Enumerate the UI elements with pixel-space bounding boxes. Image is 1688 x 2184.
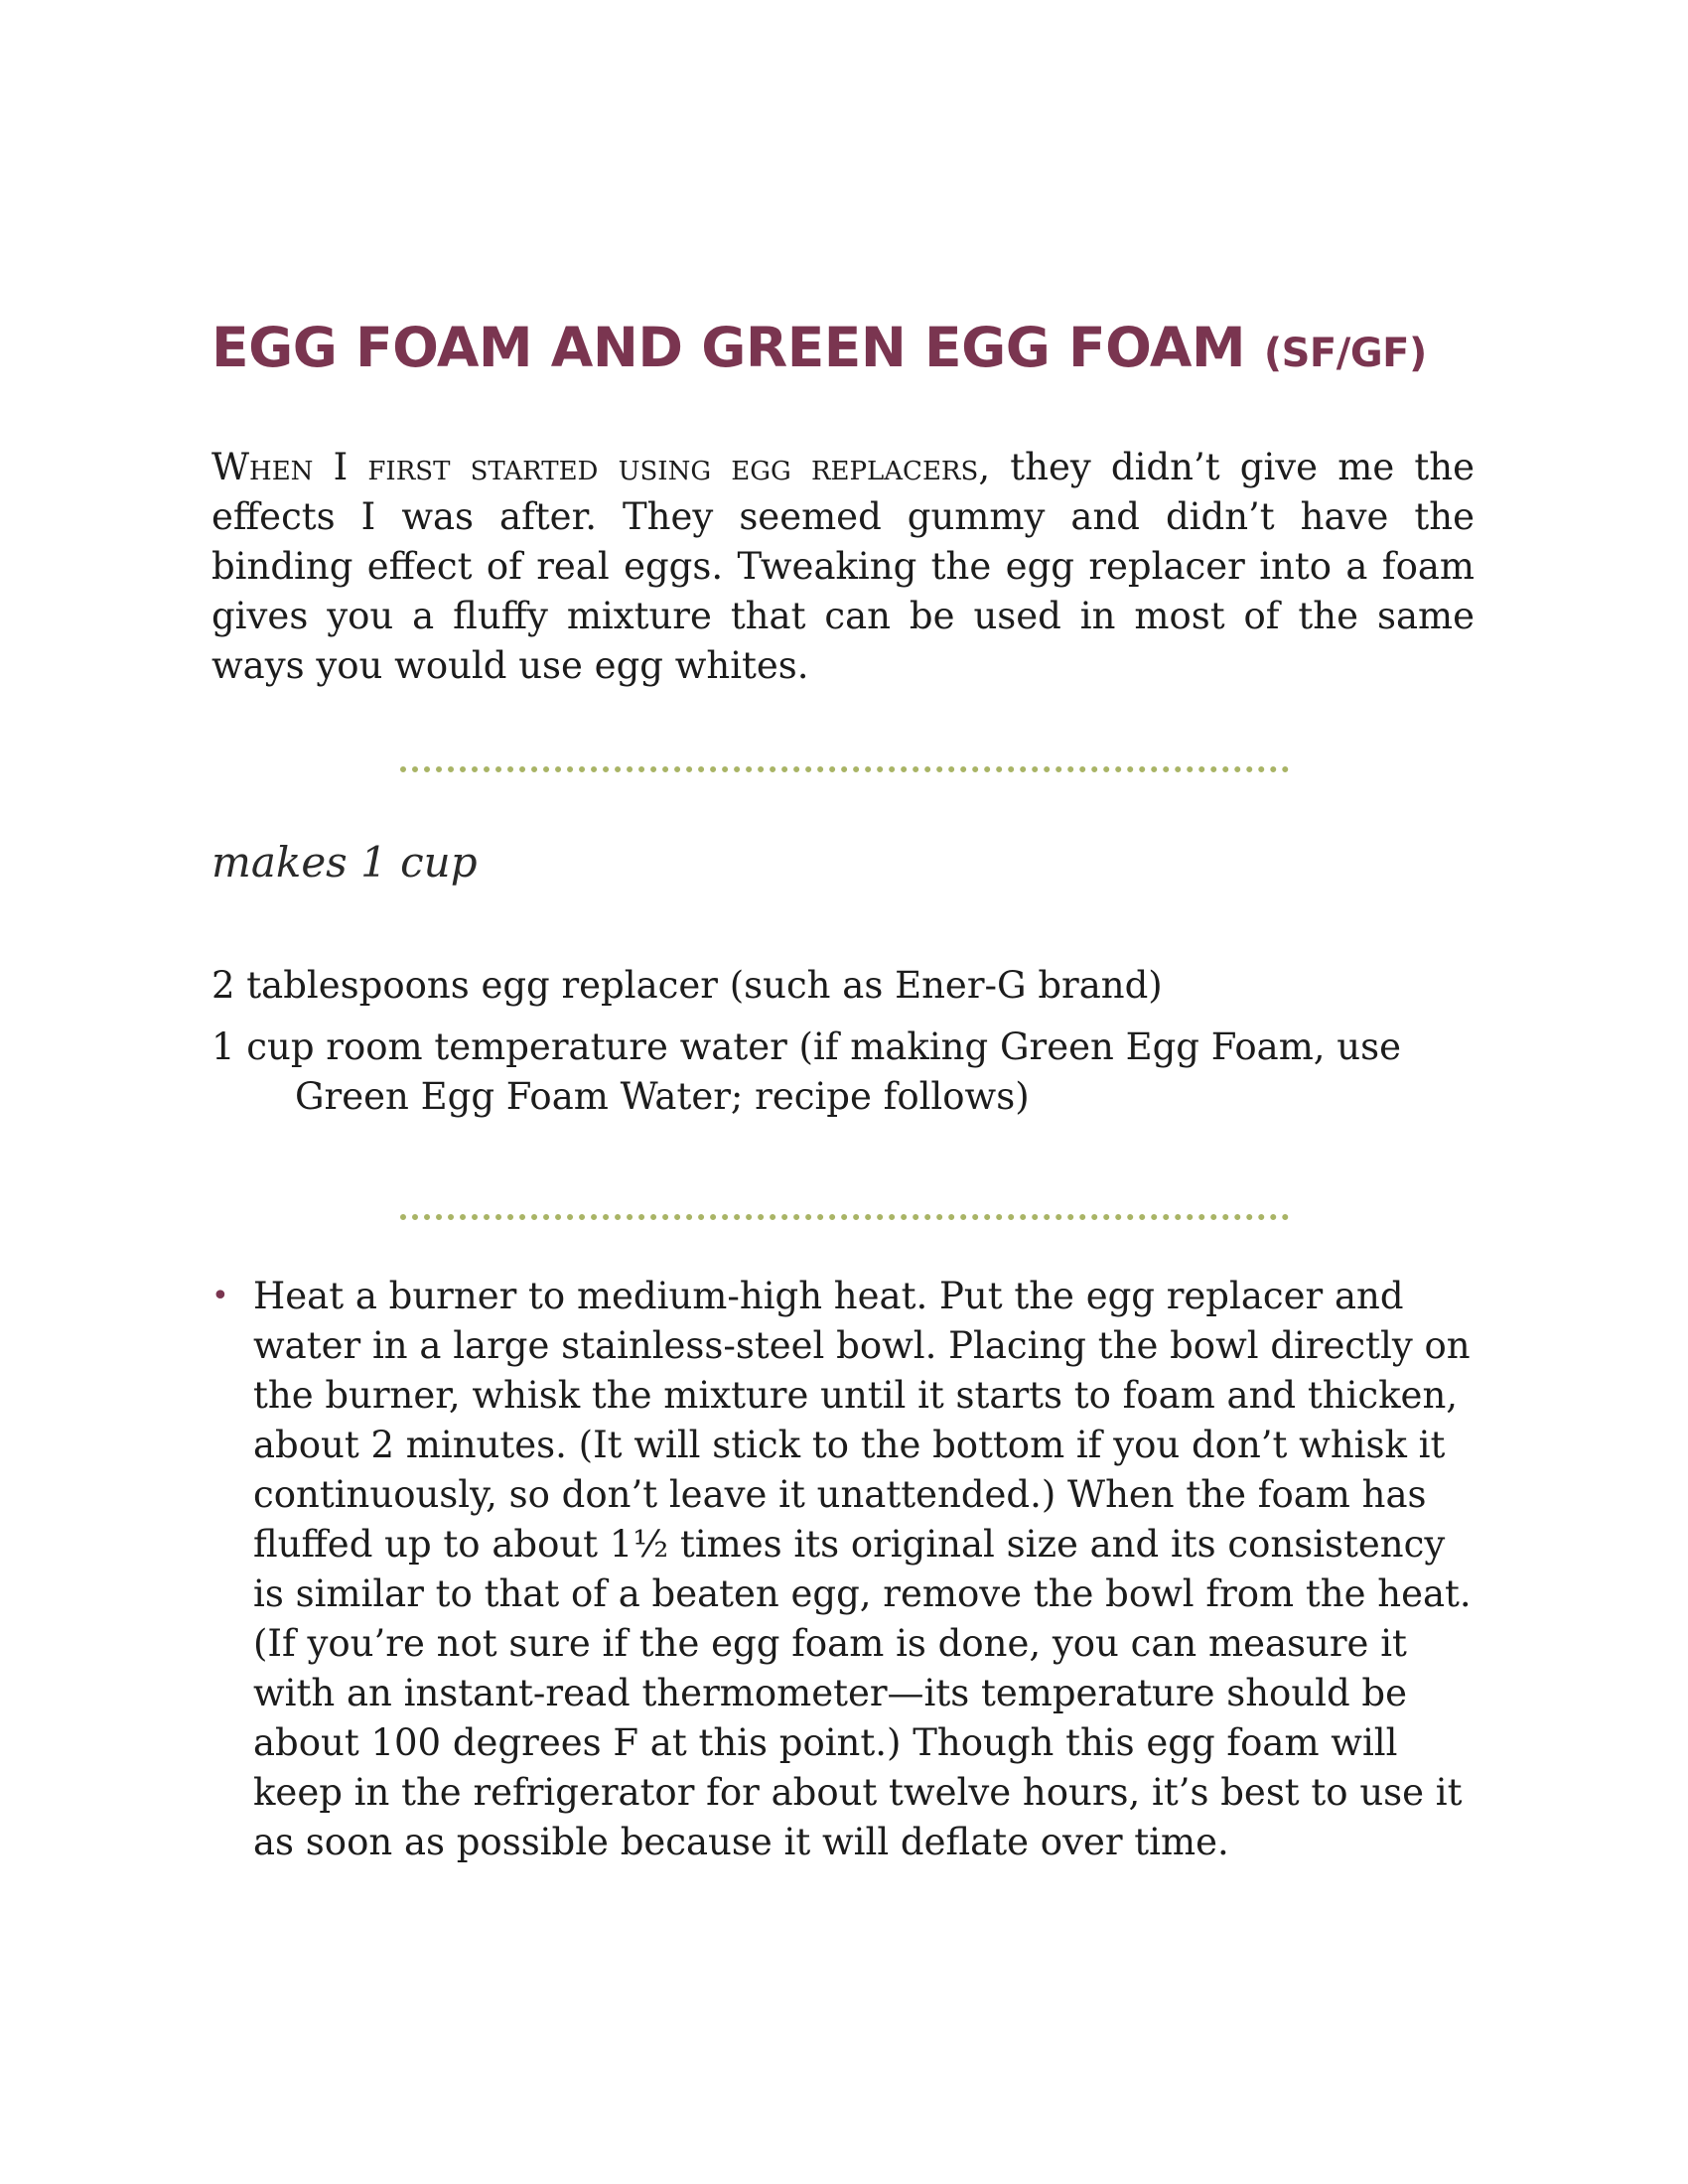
intro-lead-in: When I first started using egg replacers [211,446,979,488]
recipe-intro [211,443,1475,691]
dotted-divider-bottom [400,1214,1289,1220]
recipe-dietary-tag: (SF/GF) [1263,331,1427,376]
method-steps [211,1272,1475,1867]
method-step-text: Heat a burner to medium-high heat. Put the egg replacer and water in a large stainless-steel bowl. Placing the bowl directly on the burner, whisk the mixture until it starts to foam and thicken, about 2 minutes. (It will stick to the bottom if you don’t whisk it continuously, so don’t leave it unattended.) When the foam has fluffed up to about 1½ times its original size and its consistency is similar to that of a beaten egg, remove the bowl from the heat. (If you’re not sure if the egg foam is done, you can measure it with an instant-read thermometer—its temperature should be about 100 degrees F at this point.) Though this egg foam will keep in the refrigerator for about twelve hours, it’s best to use it as soon as possible because it will deflate over time. [253,1275,1472,1863]
intro-text: , they didn’t give me the effects I was after. They seemed gummy and didn’t have the binding effect of real eggs. Tweaking the egg replacer into a foam gives you a fluffy mixture that can be used in most of the same ways you would use egg whites. [211,446,1475,687]
ingredient-list [211,961,1475,1134]
bullet-icon: • [211,1279,229,1313]
ingredient-item: 2 tablespoons egg replacer (such as Ener-G brand) [211,964,1163,1007]
recipe-title [211,316,1427,379]
dotted-divider-top [400,766,1289,772]
recipe-title-main: EGG FOAM AND GREEN EGG FOAM [211,316,1264,379]
recipe-yield: makes 1 cup [211,838,478,887]
method-step [211,1272,1475,1867]
ingredient-item: 1 cup room temperature water (if making Green Egg Foam, use Green Egg Foam Water; recipe follows) [211,1025,1402,1118]
